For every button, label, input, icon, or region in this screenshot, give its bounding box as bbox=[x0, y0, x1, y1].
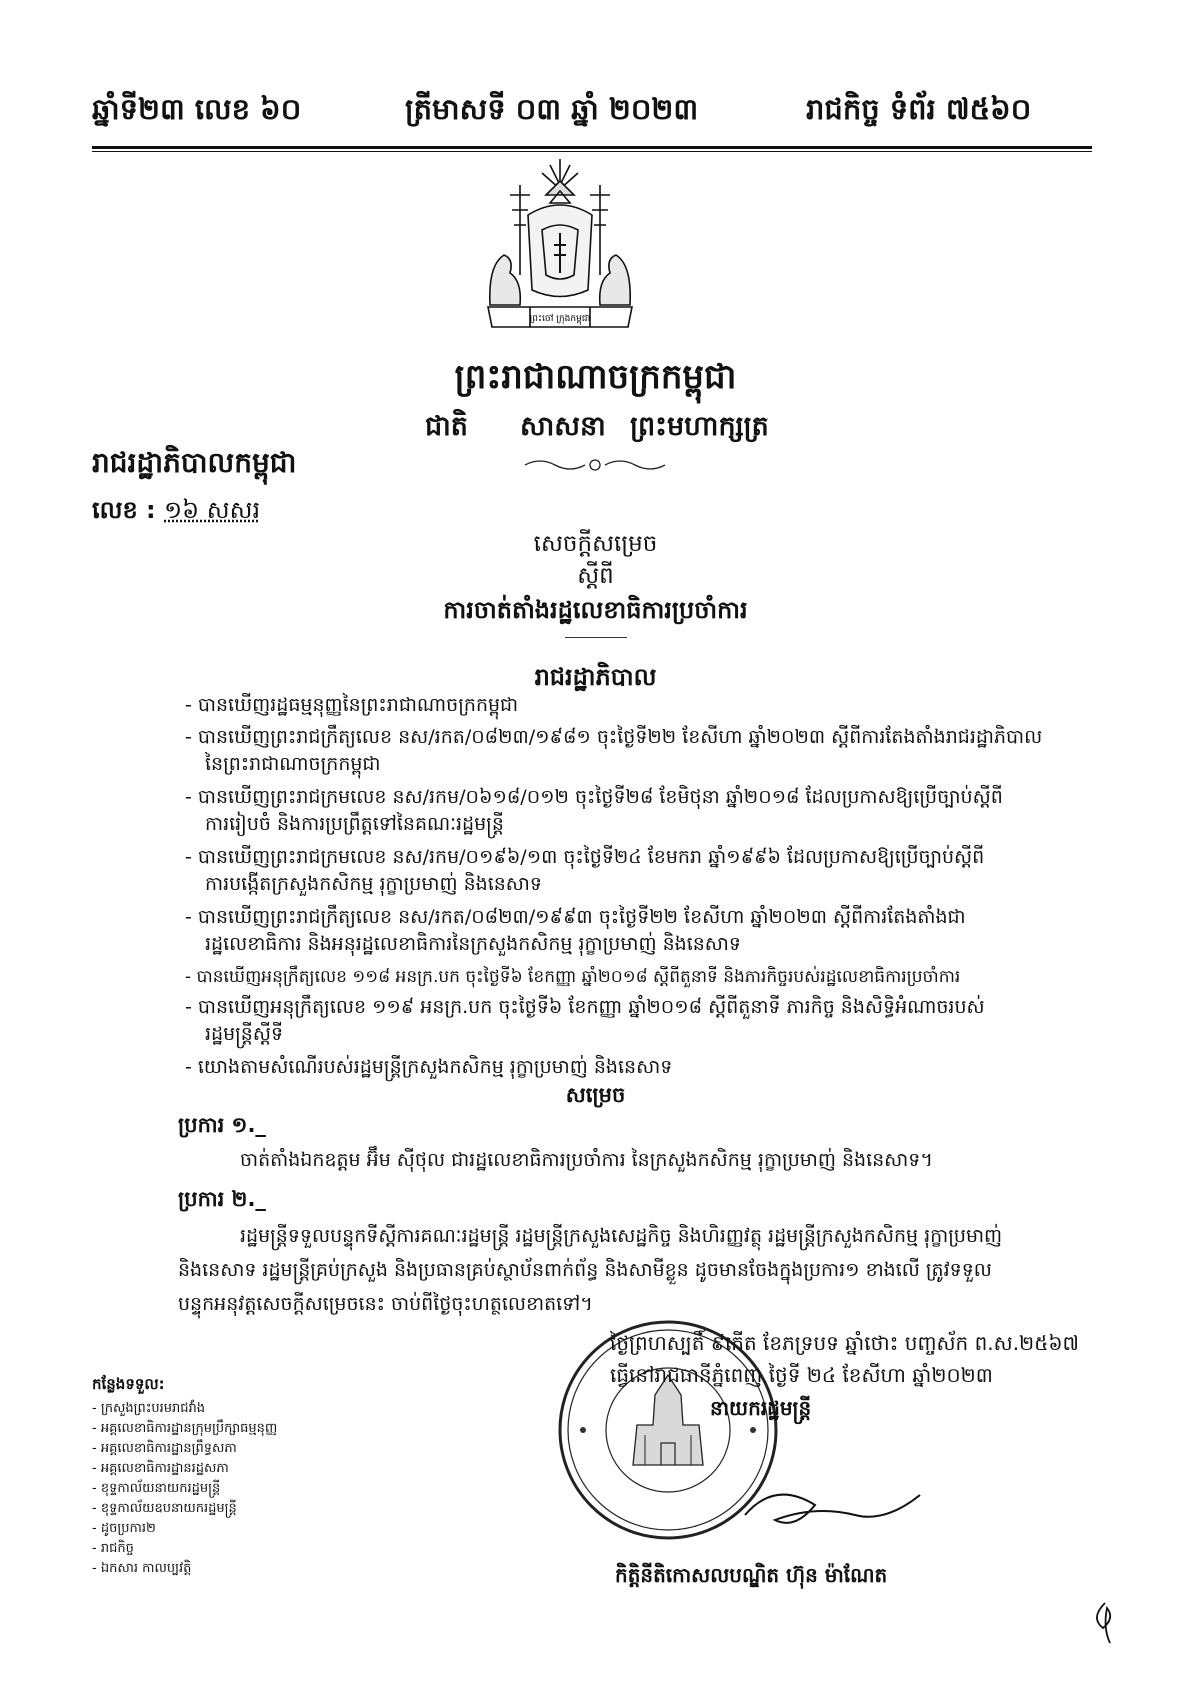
article-2-text: រដ្ឋមន្ត្រីទទួលបន្ទុកទីស្តីការគណៈរដ្ឋមន្ត្រី រដ្ឋមន្ត្រីក្រសួងសេដ្ឋកិច្ច និងហិរញ្ញវត្ថុ រដ្ឋមន្ត្រីក្រសួងកសិកម្ម រុក្ខាប្រមាញ់ bbox=[240, 1225, 1003, 1247]
article-2-text: បន្ទុកអនុវត្តសេចក្តីសម្រេចនេះ ចាប់ពីថ្ងៃចុះហត្ថលេខាតទៅ។ bbox=[178, 1293, 593, 1315]
emblem-ribbon-text: ព្រះចៅ ក្រុងកម្ពុជា bbox=[529, 314, 591, 324]
distribution-item: - ខុទ្ទកាល័យនាយករដ្ឋមន្ត្រី bbox=[92, 1481, 221, 1496]
visa-item: - បានឃើញព្រះរាជក្រមលេខ នស/រកម/០១៩៦/១៣ ចុះថ្ងៃទី២៤ ខែមករា ឆ្នាំ១៩៩៦ ដែលប្រកាសឱ្យប្រើច្បាប់ស្តីពី bbox=[185, 846, 985, 868]
distribution-item: - ក្រសួងព្រះបរមរាជវាំង bbox=[92, 1401, 206, 1416]
header-rule-thin bbox=[92, 151, 1092, 152]
article-1-text: ចាត់តាំងឯកឧត្តម អ៊ឹម ស៊ីថុល ជារដ្ឋលេខាធិការប្រចាំការ នៃក្រសួងកសិកម្ម រុក្ខាប្រមាញ់ និងនេសាទ។ bbox=[240, 1149, 933, 1171]
distribution-item: - ខុទ្ទកាល័យឧបនាយករដ្ឋមន្ត្រី bbox=[92, 1501, 237, 1516]
body-header: រាជរដ្ឋាភិបាល bbox=[534, 663, 657, 691]
gazette-page: រាជកិច្ច ទំព័រ ៧៥៦០ bbox=[806, 92, 1032, 126]
decision-title: សេចក្តីសម្រេច bbox=[533, 531, 658, 557]
visa-item: - បានឃើញអនុក្រឹត្យលេខ ១១៩ អនក្រ.បក ចុះថ្ងៃទី៦ ខែកញ្ញា ឆ្នាំ២០១៨ ស្តីពីតួនាទី ភារកិច្ច និងសិទ្ធិអំណាចរបស់ bbox=[185, 996, 985, 1018]
issuer-name: រាជរដ្ឋាភិបាលកម្ពុជា bbox=[92, 446, 297, 479]
gazette-year-number: ឆ្នាំទី២៣ លេខ ៦០ bbox=[92, 92, 302, 126]
visa-item: - បានឃើញរដ្ឋធម្មនុញ្ញនៃព្រះរាជាណាចក្រកម្ពុជា bbox=[185, 694, 519, 716]
visa-item: - បានឃើញអនុក្រឹត្យលេខ ១១៨ អនក្រ.បក ចុះថ្ងៃទី៦ ខែកញ្ញា ឆ្នាំ២០១៨ ស្តីពីតួនាទី និងភារកិច្ចរបស់រដ្ឋលេខាធិការប្រចាំការ bbox=[185, 967, 961, 987]
article-2-text: និងនេសាទ រដ្ឋមន្ត្រីគ្រប់ក្រសួង និងប្រធានគ្រប់ស្ថាប័នពាក់ព័ន្ធ និងសាមីខ្លួន ដូចមានចែងក្នុងប្រការ១ ខាងលើ ត្រូវទទួល bbox=[178, 1259, 992, 1281]
visa-item-cont: ការរៀបចំ និងការប្រព្រឹត្តទៅនៃគណៈរដ្ឋមន្ត្រី bbox=[205, 813, 504, 835]
handwritten-signature bbox=[735, 1475, 925, 1545]
signer-name: កិត្តិនីតិកោសលបណ្ឌិត ហ៊ុន ម៉ាណែត bbox=[615, 1563, 888, 1587]
visa-item: - យោងតាមសំណើរបស់រដ្ឋមន្ត្រីក្រសួងកសិកម្ម រុក្ខាប្រមាញ់ និងនេសាទ bbox=[185, 1056, 673, 1078]
motto-nation: ជាតិ bbox=[425, 411, 468, 442]
distribution-item: - អគ្គលេខាធិការដ្ឋានព្រឹទ្ធសភា bbox=[92, 1441, 237, 1456]
distribution-item: - ឯកសារ កាលប្បវត្តិ bbox=[92, 1561, 192, 1576]
royal-coat-of-arms-emblem bbox=[470, 155, 650, 335]
visa-item-cont: រដ្ឋមន្ត្រីស្តីទី bbox=[205, 1023, 284, 1045]
decision-word: សម្រេច bbox=[565, 1083, 626, 1107]
article-2-title: ប្រការ ២._ bbox=[178, 1187, 266, 1211]
handwritten-initial bbox=[1085, 1598, 1125, 1648]
header-rule bbox=[92, 146, 1092, 149]
visa-item-cont: ការបង្កើតក្រសួងកសិកម្ម រុក្ខាប្រមាញ់ និងនេសាទ bbox=[205, 873, 542, 895]
date-place: ធ្វើនៅរាជធានីភ្នំពេញ ថ្ងៃទី ២៤ ខែសីហា ឆ្នាំ២០២៣ bbox=[610, 1363, 993, 1387]
document-number bbox=[92, 495, 260, 530]
distribution-item: - រាជកិច្ច bbox=[92, 1541, 134, 1556]
decision-subject: ការចាត់តាំងរដ្ឋលេខាធិការប្រចាំការ bbox=[443, 596, 748, 624]
visa-item-cont: រដ្ឋលេខាធិការ និងអនុរដ្ឋលេខាធិការនៃក្រសួងកសិកម្ម រុក្ខាប្រមាញ់ និងនេសាទ bbox=[205, 933, 741, 955]
motto-religion: សាសនា bbox=[520, 411, 606, 442]
ornament-divider bbox=[520, 455, 670, 475]
motto-king: ព្រះមហាក្សត្រ bbox=[630, 411, 769, 442]
document-number-value: ១៦ សសរ bbox=[164, 496, 261, 524]
distribution-heading: កន្លែងទទួល: bbox=[92, 1375, 165, 1393]
prime-minister-label: នាយករដ្ឋមន្ត្រី bbox=[710, 1396, 812, 1420]
visa-item: - បានឃើញព្រះរាជក្រមលេខ នស/រកម/០៦១៨/០១២ ចុះថ្ងៃទី២៨ ខែមិថុនា ឆ្នាំ២០១៨ ដែលប្រកាសឱ្យប្រើច្បាប់ស្តីពី bbox=[185, 786, 1003, 808]
visa-item-cont: នៃព្រះរាជាណាចក្រកម្ពុជា bbox=[205, 753, 381, 775]
document-number-label: លេខ : bbox=[92, 496, 156, 524]
date-lunar: ថ្ងៃព្រហស្បតិ៍ ៩កើត ខែភទ្របទ ឆ្នាំថោះ បញ្ចស័ក ព.ស.២៥៦៧ bbox=[610, 1331, 1079, 1355]
article-1-title: ប្រការ ១._ bbox=[178, 1113, 266, 1137]
decision-about: ស្តីពី bbox=[577, 563, 614, 589]
distribution-item: - អគ្គលេខាធិការដ្ឋានរដ្ឋសភា bbox=[92, 1461, 229, 1476]
visa-item: - បានឃើញព្រះរាជក្រឹត្យលេខ នស/រកត/០៨២៣/១៩៩៣ ចុះថ្ងៃទី២២ ខែសីហា ឆ្នាំ២០២៣ ស្តីពីការតែងតាំងជា bbox=[185, 906, 966, 928]
distribution-item: - អគ្គលេខាធិការដ្ឋានក្រុមប្រឹក្សាធម្មនុញ្ញ bbox=[92, 1421, 278, 1436]
kingdom-title: ព្រះរាជាណាចក្រកម្ពុជា bbox=[454, 357, 737, 397]
gazette-quarter: ត្រីមាសទី ០៣ ឆ្នាំ ២០២៣ bbox=[405, 92, 699, 126]
visa-item: - បានឃើញព្រះរាជក្រឹត្យលេខ នស/រកត/០៨២៣/១៩៨១ ចុះថ្ងៃទី២២ ខែសីហា ឆ្នាំ២០២៣ ស្តីពីការតែងតាំងរាជរដ្ឋាភិបាល bbox=[185, 726, 1043, 748]
title-separator bbox=[565, 637, 627, 638]
distribution-item: - ដូចប្រការ២ bbox=[92, 1521, 156, 1536]
